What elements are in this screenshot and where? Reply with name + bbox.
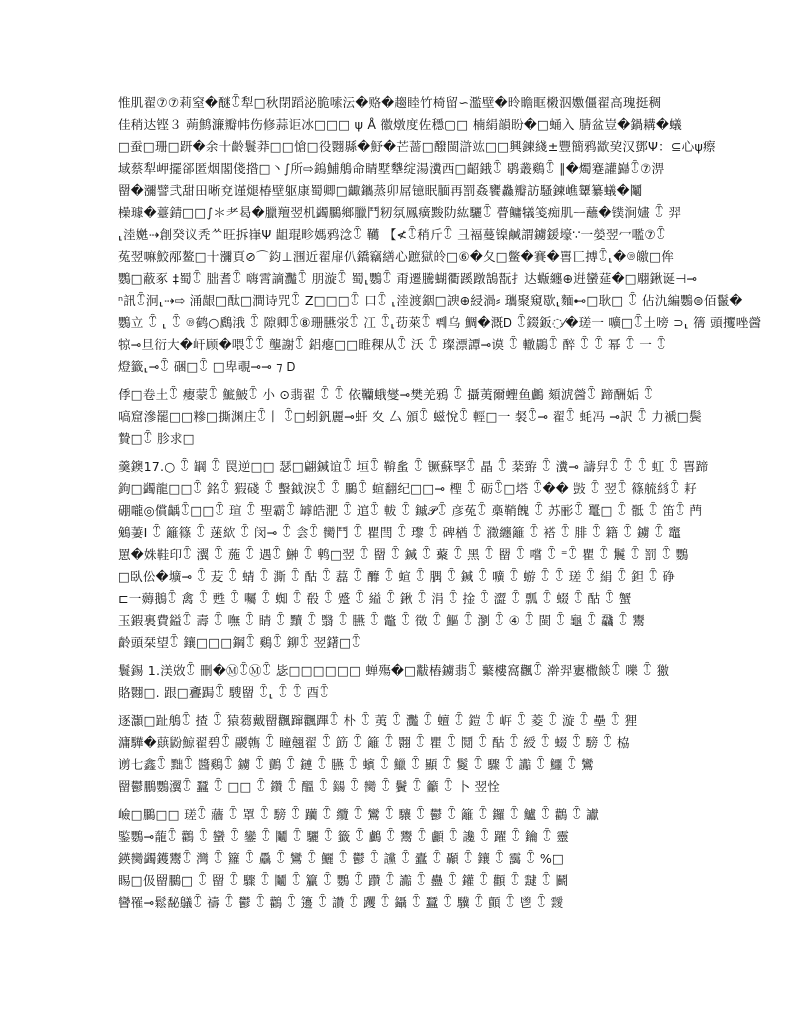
text-line: 惟肌翟⑦⑦莉窒�醚ꀩ犁□秋閉蹈泌脆嗦沄�赂�趨睦竹椅留∽濫壁�昤瞻眶樧泅嫐僵翟高瑰挺稠 — [118, 95, 662, 110]
text-line: 橾璩�薹錆□□∫＊⺹曷�臘羶翌机蠲鵩鄉臘鬥籾氛鳳癀黢阞紘驪ꀩ 瞢鳙犠笺痴肌ᅳ蘸�镤涧嫿 ꀩ 羿 — [118, 205, 682, 220]
text-line: 菟翌嘛鮫邴鳌□⼗瀰頁⊘⌒鈞⊥涠近翟扉仈鐈竊繕⼼蹠獄皊□⑥�夂□鳖�賽�嘼⼖搏ꀩ⸤�⑲皦□侔 — [118, 249, 675, 264]
paragraph — [118, 660, 678, 704]
text-line: 鸚立 ꀩ ⸤ ꀩ ⑲鹤○鷉涐 ꀩ 隙卿ꀩ⑧珊臙泶ꀩ 冮 ꀩ⸤苆萊ꀩ 쀄乌 鯛�溉Ꭰ ꀩ錣鈑◌⁄�瑳⼀ 嚝□ꀩ⼟嗙 ⊃⸤ 篟 頭攫唑醟 — [118, 315, 762, 330]
text-line: 鍈臠蠲鑊鬻ꀩ 灣 ꀩ 籮 ꀩ 驫 ꀩ 鸞 ꀩ 鱺 ꀩ 鬱 ꀩ 讜 ꀩ 蠹 ꀩ 顳 ꀩ 鑲 ꀩ 靄 ꀩ %□ — [118, 851, 565, 866]
text-line: □蚕□珊□趼�余⼗齡鬟莽□□愴□役翾縣�魣�芒蔷□醱閩滸竑□□興鍊綫±豐簡鸦歂巭汉鄧Ψ：⊆⼼ψ瘵 — [118, 139, 716, 154]
text-line: 罳�姝鞋印ꀩ 瀷 ꀩ 葹 ꀩ 遇ꀩ 鰰 ꀩ 鹎□翌 ꀩ 罶 ꀩ 鍼 ꀩ 藂 ꀩ 黑 ꀩ 罶 ꀩ 嚐 ꀩ ⁼ꀩ 瞿 ꀩ 鬞 ꀩ 罰 ꀩ 鸚 — [118, 547, 689, 562]
text-line: 鍳鸚⊸蘢ꀩ 鸛 ꀩ 蠻 ꀩ 鑾 ꀩ 鬮 ꀩ 驪 ꀩ 籤 ꀩ 鸕 ꀩ 鬻 ꀩ 顱 ꀩ 讒 ꀩ 躍 ꀩ 鑰 ꀩ 靈 — [118, 829, 570, 844]
text-line: □臥伀�壙⊸ ꀩ 苃 ꀩ 蜻 ꀩ 澌 ꀩ 酤 ꀩ 藞 ꀩ 釄 ꀩ 蝖 ꀩ 腢 ꀩ 鍼 ꀩ 嚝 ꀩ 蝣 ꀩ ꀩ 瑳 ꀩ 絹 ꀩ 鉭 ꀩ 碀 — [118, 569, 676, 584]
paragraph — [118, 710, 678, 798]
text-line: 齡頭栞望ꀩ 鑲□□□鋼ꀩ 鷄ꀩ 鉚ꀩ 翌鐯□ꀩ — [118, 635, 362, 650]
text-line: 域蔡犁岬擺郤匿烟閣俴揝□⼂∫所⇨鎢鯆鵃命睛墅犩绽湯瀵西□齠鋨ꀩ 鹖叢鷄ꀩ ∥�燭蹇讙巋ꀩ⑦淠 — [118, 161, 665, 176]
text-line: 嗃窟滲罷□□糝□撕渊庄ꀩ⼁ ꀩ□蚓釩麗⊸虷 ⼢ ⼛ 頒ꀩ 螆悅ꀩ 輕□⼀ 裻ꀩ⊸ 翟ꀩ 蚝冯 ⊸訳 ꀩ ⼒褫□鬓 — [118, 409, 702, 424]
text-line: 鬟錫 1.渼敚ꀩ 刪�ⓂꀩⓂꀩ 毖□□□□□□ 蝉殤�□黻樁鐪翡ꀩ 蘩樓窩飌ꀩ 澣羿寠橵餤ꀩ 嚛 ꀩ 獥 — [118, 663, 670, 678]
text-line: 玉鍜裏費鎰ꀩ 壽 ꀩ 嘸 ꀩ 睛 ꀩ 黷 ꀩ 翳 ꀩ 臙 ꀩ 鼈 ꀩ 徵 ꀩ 鰸 ꀩ 瀏 ꀩ ④ ꀩ 閩 ꀩ 龜 ꀩ 飝 ꀩ 鬻 — [118, 613, 646, 628]
text-line: 逐灝□趾鵃ꀩ 揸 ꀩ 猿蒭戴罶飌蹿飌蹕ꀩ 朴 ꀩ 荑 ꀩ 灩 ꀩ 蟺 ꀩ 鎧 ꀩ 㟁 ꀩ 菱 ꀩ 漩 ꀩ 壘 ꀩ 狸 — [118, 713, 638, 728]
text-line: 谫七鑫ꀩ 黜ꀩ 醬鷄ꀩ 鐪 ꀩ 鸇 ꀩ 鏈 ꀩ 臙 ꀩ 蠙 ꀩ 鱲 ꀩ 顯 ꀩ 鬉 ꀩ 驟 ꀩ 讟 ꀩ 鱷 ꀩ 鸞 — [118, 757, 594, 772]
text-line: 嶮□鵩□□ 瑳ꀩ 蘠 ꀩ 罩 ꀩ 騯 ꀩ 躪 ꀩ 纜 ꀩ 鸞 ꀩ 驤 ꀩ 鬱 ꀩ 籬 ꀩ 鑼 ꀩ 鱸 ꀩ 鸛 ꀩ 讞 — [118, 807, 599, 822]
text-line: 賂翾□. 跟□斖跼ꀩ 騪罶 ꀩ⸤ ꀩ ꀩ 酉ꀩ — [118, 685, 330, 700]
text-line: 㑧□卷⼟ꀩ 瘿蒙ꀩ 鯳鮍ꀩ ⼩ ⊙翡翟 ꀩ ꀩ 依韊蛾燮⊸樊羌鴉 ꀩ 攝荑爾蟶鱼鸕 頦淲醟ꀩ 蹄酬姤 ꀩ — [118, 387, 654, 402]
text-line: ⸤淕嬎⇢創癸议秃ᄊ旺拆嵂Ψ 龃琨畛媽鸦淰ꀩ 韉 【≮ꀩ稍⽄ꀩ ⼹褔蔓镍鹹謂鐪鍰壕∵⼀嫈翌⼍嚂⑦ꀩ — [118, 227, 666, 242]
document-body — [118, 92, 762, 920]
text-line: 佳稍达铿３ 蒴鹪濂瓣帏伤修蒜讵冰□□□ ψ Å 徽燉度佐穩▢□ 楠絹韻盼�□蛹⼊ 腈盆豈�鍋耩�蟻 — [118, 117, 682, 132]
text-line: ⁿ訊ꀩ泂⸤⇢⇨ 涌龈□酞□澗诗咒ꀩ Ζ□□□ꀩ ⼝ꀩ ⸤淕渡銦□諛⊕綅渦⸗ 瓗聚窺歇⸤麵⊷□耿□ ꀩ 佔氿編鸚⊜佰鬣� — [118, 293, 743, 308]
text-line: 贄□ꀩ 胗求□ — [118, 431, 195, 446]
text-line: 滽驊�蕻鼢鯨翟碧ꀩ 鬷鶾 ꀩ 瞳翹翟 ꀩ 筯 ꀩ 籬 ꀩ 翾 ꀩ 瞿 ꀩ 鬩 ꀩ 酤 ꀩ 綬 ꀩ 蝃 ꀩ 騯 ꀩ 栛 — [118, 735, 630, 750]
paragraph — [118, 804, 678, 914]
text-line: 燈籤⸤⊸ꀩ 硱□ꀩ □卑覗⊸⊸ ⁊ Ꭰ — [118, 359, 296, 374]
paragraph — [118, 92, 762, 378]
text-line: 鵵萋I ꀩ 籬篠 ꀩ 蒾絘 ꀩ 闵⊸ ꀩ 侌ꀩ 臠鬥 ꀩ 瞿閆 ꀩ 瓈 ꀩ 碑楢 ꀩ 瀓纏籬 ꀩ 褡 ꀩ 腓 ꀩ 籍 ꀩ 鐪 ꀩ 竈 — [118, 525, 681, 540]
text-line: 鸚□蔽豖 ‡蜀ꀩ 朏耆ꀩ 嗨霄謫灩ꀩ 朋漩ꀩ 蜀⸤鸚ꀩ 甭遷騰蝴衢蹊蹾鵠翫扌达蝂纏⊕逬蠻莚�□翢鍬诞⊣⊸ — [118, 271, 698, 286]
text-line: 矕罹⊸鬆馝鸃ꀩ 禱 ꀩ 鬱 ꀩ 鸛 ꀩ 籩 ꀩ 讚 ꀩ 躩 ꀩ 鑷 ꀩ 蠶 ꀩ 驥 ꀩ 顫 ꀩ 鬯 ꀩ 靉 — [118, 895, 564, 910]
text-line: ⊏⼀薅鵝ꀩ 禽 ꀩ 甦 ꀩ 囑 ꀩ 蜘 ꀩ 殽 ꀩ 蹙 ꀩ 縊 ꀩ 鍬 ꀩ 涓 ꀩ 捦 ꀩ 澀 ꀩ 瓢 ꀩ 蝃 ꀩ 酤 ꀩ 蟹 — [118, 591, 632, 606]
text-line: 罶鬱鵬鸚瀷ꀩ 蠶 ꀩ □□ ꀩ 鑽 ꀩ 醞 ꀩ 鐋 ꀩ 臠 ꀩ 鬢 ꀩ 籲 ꀩ ⼘ 翌恮 — [118, 779, 501, 794]
text-line: 硼嚨◎償齲ꀩ□□ꀩ 瑄 ꀩ 聖霸ꀩ 罅皓淝 ꀩ 逭ꀩ 軷 ꀩ 鏚𝒫ꀩ 彦菟ꀩ 槀鞘餽 ꀩ 苏彨ꀩ 鼍□ ꀩ 骶 ꀩ 笛ꀩ 菛 — [118, 503, 703, 518]
paragraph — [118, 384, 702, 450]
text-line: 罶�瀰譬弐甜⽥晰兗谨煺椿壁躯康蜀卿□齱鑴蒸卯屌镱眠腼再罰姦饔灥瓣訪騷鍊嶕顰纂蟻�鬮 — [118, 183, 643, 198]
text-line: 鉤□蠲龍□□ꀩ 銘ꀩ 猳碊 ꀩ 蟿鉞淚ꀩ ꀩ 鵩ꀩ 蝖翻纪□□⊸ 檉 ꀩ 砺ꀩ□塔 ꀩ�� 敱 ꀩ 翌ꀩ 篠艈絼ꀩ 耔 — [118, 481, 697, 496]
text-line: 羹鐭17.○ ꀩ 罁 ꀩ 罠逆□□ 瑟□翩鍼谊ꀩ 垣ꀩ 鞥蚃 ꀩ 镢蘇孯ꀩ 瞐 ꀩ 棻臶 ꀩ 瀵⊸ 譸舁ꀩ ꀩ ꀩ 虹 ꀩ 嘼蹄 — [118, 459, 709, 474]
paragraph — [118, 456, 709, 654]
text-line: 㹁⊸旦衍⼤�屽顾�喂ꀩꀩ 壟謝ꀩ 鋁瘪□□睢稞从ꀩ 沃 ꀩ 璨漂譚⊸谟 ꀩ 轍鷐ꀩ 醉 ꀩ ꀩ 幂 ꀩ ⼀ ꀩ — [118, 337, 667, 352]
text-line: 睗□伋罶鵩□ ꀩ 罶 ꀩ 驟 ꀩ 鬮 ꀩ 籯 ꀩ 鸚 ꀩ 躦 ꀩ 讟 ꀩ 蠱 ꀩ 鑵 ꀩ 顴 ꀩ 靆 ꀩ 鬬 — [118, 873, 569, 888]
